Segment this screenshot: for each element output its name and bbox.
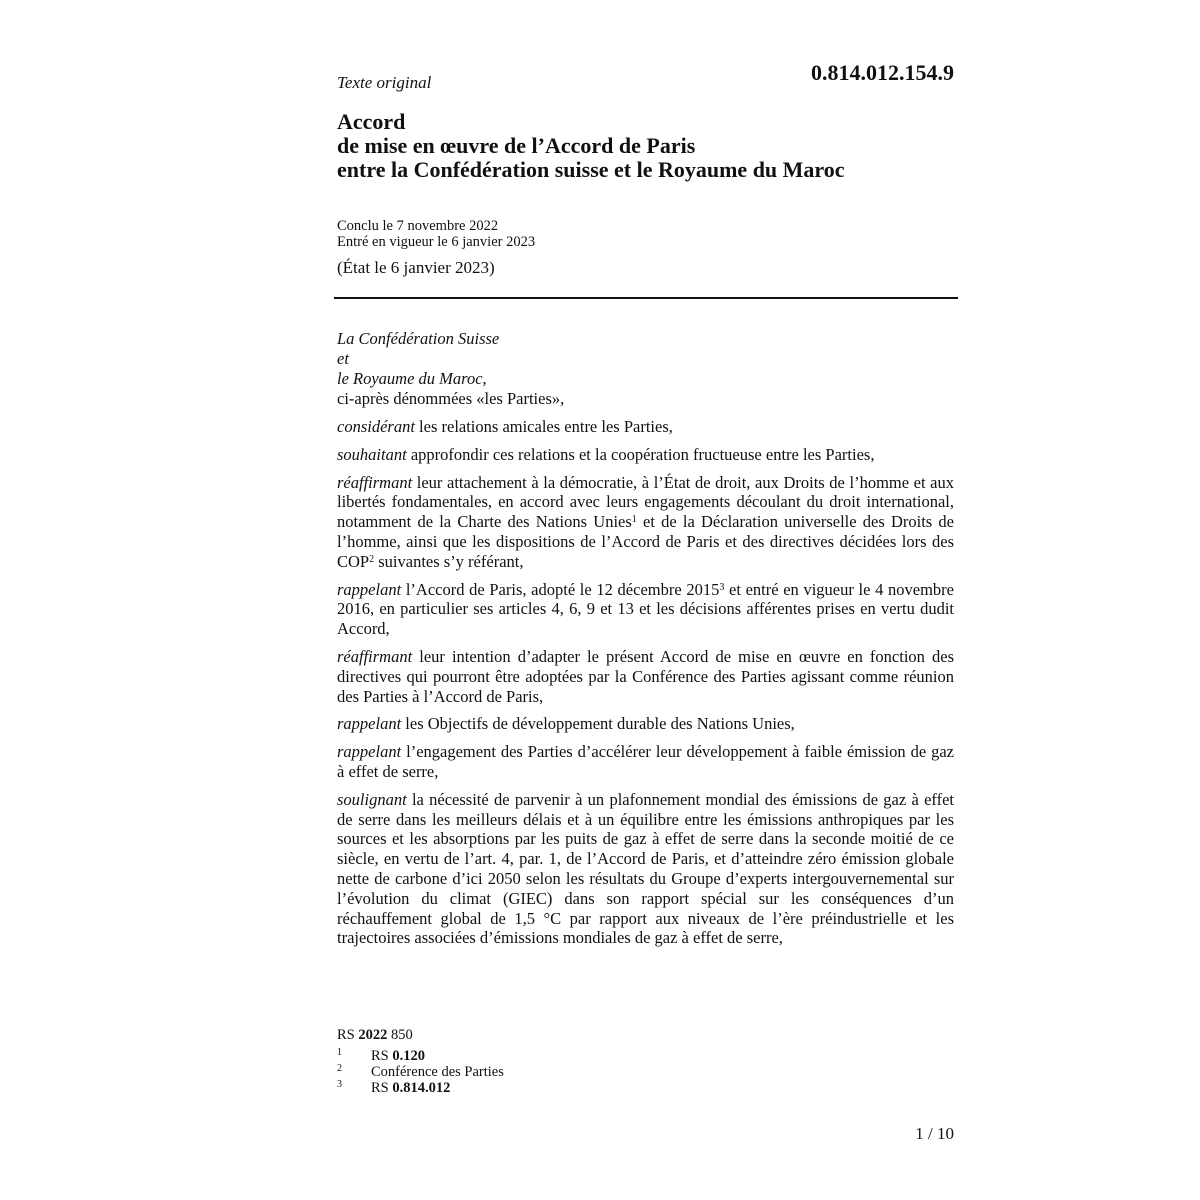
- preamble-paragraph: réaffirmant leur attachement à la démocratie, à l’État de droit, aux Droits de l’homme et aux libertés fondamentales, en accord avec leurs engagements découlant du droit international, notamment de la Charte des Nations Unies$^1$ et de la Déclaration universelle des Droits de l’homme, ainsi que les dispositions de l’Accord de Paris et des directives décidées lors des COP$^2$ suivantes s’y référant,: [337, 472, 955, 571]
- header-divider: [334, 297, 958, 299]
- document-title: [337, 110, 845, 182]
- preamble-paragraph: soulignant la nécessité de parvenir à un plafonnement mondial des émissions de gaz à effet de serre dans les meilleurs délais et à un équilibre entre les émissions anthropiques par les sources et les absorptions par les puits de gaz à effet de serre dans la seconde moitié de ce siècle, en vertu de l’art. 4, par. 1, de l’Accord de Paris, et d’atteindre zéro émission globale nette de carbone d’ici 2050 selon les résultats du Groupe d’experts intergouvernemental sur l’évolution du climat (GIEC) dans son rapport spécial sur les conséquences d’un réchauffement global de 1,5 °C par rapport aux niveaux de l’ère préindustrielle et les trajectoires associées d’émissions mondiales de gaz à effet de serre,: [337, 789, 954, 948]
- preamble-paragraph: rappelant l’Accord de Paris, adopté le 12 décembre 2015$^3$ et entré en vigueur le 4 novembre 2016, en particulier ses articles 4, 6, 9 et 13 et les décisions afférentes prises en vertu dudit Accord,: [337, 579, 954, 639]
- hereinafter-clause: ci-après dénommées «les Parties»,: [337, 389, 565, 408]
- parties-block: [337, 329, 954, 409]
- preamble-paragraph: rappelant les Objectifs de développement durable des Nations Unies,: [337, 714, 795, 734]
- title-line: entre la Confédération suisse et le Royaume du Maroc: [337, 157, 845, 182]
- preamble-paragraph: considérant les relations amicales entre les Parties,: [337, 417, 673, 436]
- footnote-number: 3: [337, 1079, 342, 1090]
- page-number: 1 / 10: [915, 1124, 954, 1143]
- conjunction: et: [337, 349, 349, 368]
- footnote-number: 1: [337, 1047, 342, 1058]
- sr-number: 0.814.012.154.9: [811, 60, 954, 85]
- preamble-paragraph: souhaitant approfondir ces relations et la coopération fructueuse entre les Parties,: [337, 444, 875, 464]
- dates-block: [337, 218, 535, 250]
- footnote-ref[interactable]: 2: [369, 553, 375, 565]
- state-date: (État le 6 janvier 2023): [337, 258, 495, 277]
- original-text-label: Texte original: [337, 73, 432, 92]
- party-morocco: le Royaume du Maroc,: [337, 369, 487, 388]
- rs-reference: RS 2022 850: [337, 1027, 413, 1043]
- footnote: [337, 1080, 504, 1096]
- footnotes: [337, 1027, 504, 1096]
- preamble: [337, 329, 954, 956]
- footnote-number: 2: [337, 1063, 342, 1074]
- party-switzerland: La Confédération Suisse: [337, 329, 500, 348]
- footnote-ref[interactable]: 3: [719, 581, 725, 593]
- title-line: de mise en œuvre de l’Accord de Paris: [337, 133, 696, 158]
- footnote-text: Conférence des Parties: [371, 1064, 504, 1080]
- preamble-paragraph: réaffirmant leur intention d’adapter le présent Accord de mise en œuvre en fonction des directives qui pourront être adoptées par la Conférence des Parties agissant comme réunion des Parties à l’Accord de Paris,: [337, 646, 954, 706]
- footnote-text: RS 0.814.012: [371, 1080, 451, 1096]
- in-force-date: Entré en vigueur le 6 janvier 2023: [337, 234, 536, 250]
- concluded-date: Conclu le 7 novembre 2022: [337, 218, 499, 234]
- footnote-text: RS 0.120: [371, 1048, 425, 1064]
- title-line: Accord: [337, 109, 406, 134]
- footnote-ref[interactable]: 1: [631, 514, 637, 526]
- preamble-paragraph: rappelant l’engagement des Parties d’accélérer leur développement à faible émission de gaz à effet de serre,: [337, 742, 954, 781]
